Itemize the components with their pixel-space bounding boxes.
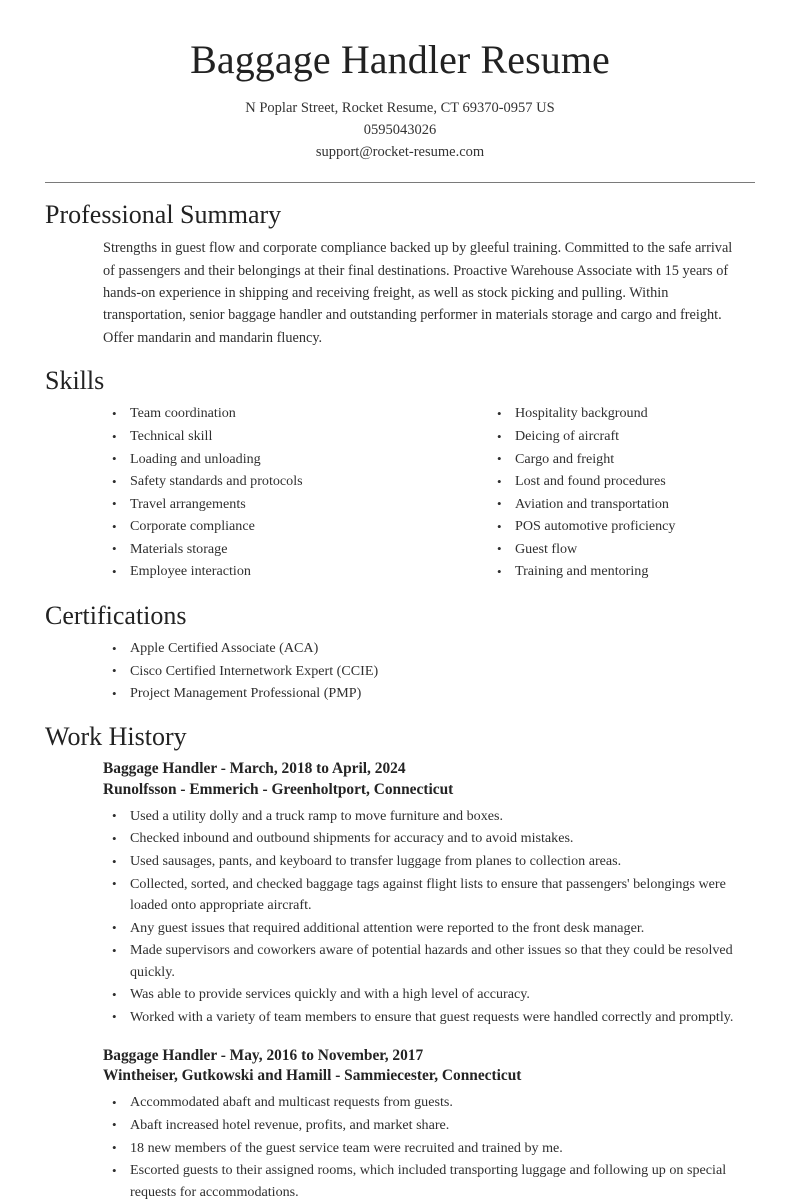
section-professional-summary	[45, 199, 755, 349]
job-company: Wintheiser, Gutkowski and Hamill - Sammiecester, Connecticut	[103, 1067, 522, 1085]
certification-item: • Project Management Professional (PMP)	[103, 683, 755, 705]
skill-item: • POS automotive proficiency	[488, 516, 755, 538]
job-responsibility-list	[103, 1092, 755, 1203]
skill-item: • Employee interaction	[103, 561, 429, 583]
job-responsibility-item: • 18 new members of the guest service team were recruited and trained by me.	[103, 1138, 755, 1160]
job-responsibility-item: • Made supervisors and coworkers aware of potential hazards and other issues so that they could be resolved quickly.	[103, 940, 755, 983]
section-skills	[45, 365, 755, 584]
section-heading-skills: Skills	[45, 366, 105, 396]
job-responsibility-item: • Checked inbound and outbound shipments for accuracy and to avoid mistakes.	[103, 828, 755, 850]
job-responsibility-item: • Collected, sorted, and checked baggage tags against flight lists to ensure that passengers' belongings were loaded onto appropriate aircraft.	[103, 874, 755, 917]
resume-header	[45, 38, 755, 163]
skill-item: • Materials storage	[103, 539, 429, 561]
job-responsibility-item: • Used sausages, pants, and keyboard to transfer luggage from planes to collection areas.	[103, 851, 755, 873]
skills-column-left	[103, 403, 429, 584]
skill-item: • Travel arrangements	[103, 494, 429, 516]
skills-column-right	[429, 403, 755, 584]
work-history-entry	[103, 759, 755, 1029]
job-responsibility-item: • Worked with a variety of team members to ensure that guest requests were handled correctly and promptly.	[103, 1007, 755, 1029]
job-company: Runolfsson - Emmerich - Greenholtport, Connecticut	[103, 780, 454, 798]
summary-body	[45, 237, 755, 349]
job-responsibility-item: • Accommodated abaft and multicast requests from guests.	[103, 1092, 755, 1114]
work-history-body	[45, 759, 755, 1203]
skill-item: • Team coordination	[103, 403, 429, 425]
certification-item: • Apple Certified Associate (ACA)	[103, 638, 755, 660]
skill-item: • Safety standards and protocols	[103, 471, 429, 493]
certification-item: • Cisco Certified Internetwork Expert (CCIE)	[103, 661, 755, 683]
job-responsibility-item: • Was able to provide services quickly and with a high level of accuracy.	[103, 984, 755, 1006]
job-title: Baggage Handler - March, 2018 to April, 2024	[103, 760, 406, 778]
skills-columns	[45, 403, 755, 584]
work-history-entry	[103, 1046, 755, 1203]
skill-item: • Technical skill	[103, 426, 429, 448]
skill-item: • Training and mentoring	[488, 561, 755, 583]
contact-address: N Poplar Street, Rocket Resume, CT 69370-0957 US	[245, 99, 555, 116]
skill-item: • Aviation and transportation	[488, 494, 755, 516]
skill-item: • Hospitality background	[488, 403, 755, 425]
section-heading-certifications: Certifications	[45, 600, 187, 630]
section-heading-summary: Professional Summary	[45, 199, 282, 229]
job-responsibility-list	[103, 806, 755, 1029]
contact-phone: 0595043026	[363, 121, 437, 138]
contact-email: support@rocket-resume.com	[315, 143, 485, 160]
section-work-history	[45, 721, 755, 1203]
summary-paragraph: Strengths in guest flow and corporate compliance backed up by gleeful training. Committed to the safe arrival of passengers and their belongings at their final destinations. Proactive Warehouse Associate with 15 years of hands-on experience in shipping and receiving freight, as well as stock picking and pulling. Within transportation, senior baggage handler and outstanding performer in materials storage and cargo and freight. Offer mandarin and mandarin fluency.	[103, 240, 733, 346]
skill-item: • Cargo and freight	[488, 449, 755, 471]
job-responsibility-item: • Escorted guests to their assigned rooms, which included transporting luggage and following up on special requests for accommodations.	[103, 1160, 755, 1203]
skill-item: • Lost and found procedures	[488, 471, 755, 493]
job-title: Baggage Handler - May, 2016 to November, 2017	[103, 1046, 424, 1064]
job-responsibility-item: • Any guest issues that required additional attention were reported to the front desk manager.	[103, 918, 755, 940]
skills-list-right	[488, 403, 755, 583]
certifications-body	[45, 638, 755, 705]
skill-item: • Corporate compliance	[103, 516, 429, 538]
section-certifications	[45, 600, 755, 705]
skill-item: • Deicing of aircraft	[488, 426, 755, 448]
certifications-list	[103, 638, 755, 705]
resume-title: Baggage Handler Resume	[190, 37, 610, 82]
job-responsibility-item: • Used a utility dolly and a truck ramp to move furniture and boxes.	[103, 806, 755, 828]
skill-item: • Guest flow	[488, 539, 755, 561]
section-heading-work-history: Work History	[45, 721, 187, 751]
skill-item: • Loading and unloading	[103, 449, 429, 471]
job-responsibility-item: • Abaft increased hotel revenue, profits, and market share.	[103, 1115, 755, 1137]
skills-list-left	[103, 403, 429, 583]
header-divider	[45, 182, 755, 183]
